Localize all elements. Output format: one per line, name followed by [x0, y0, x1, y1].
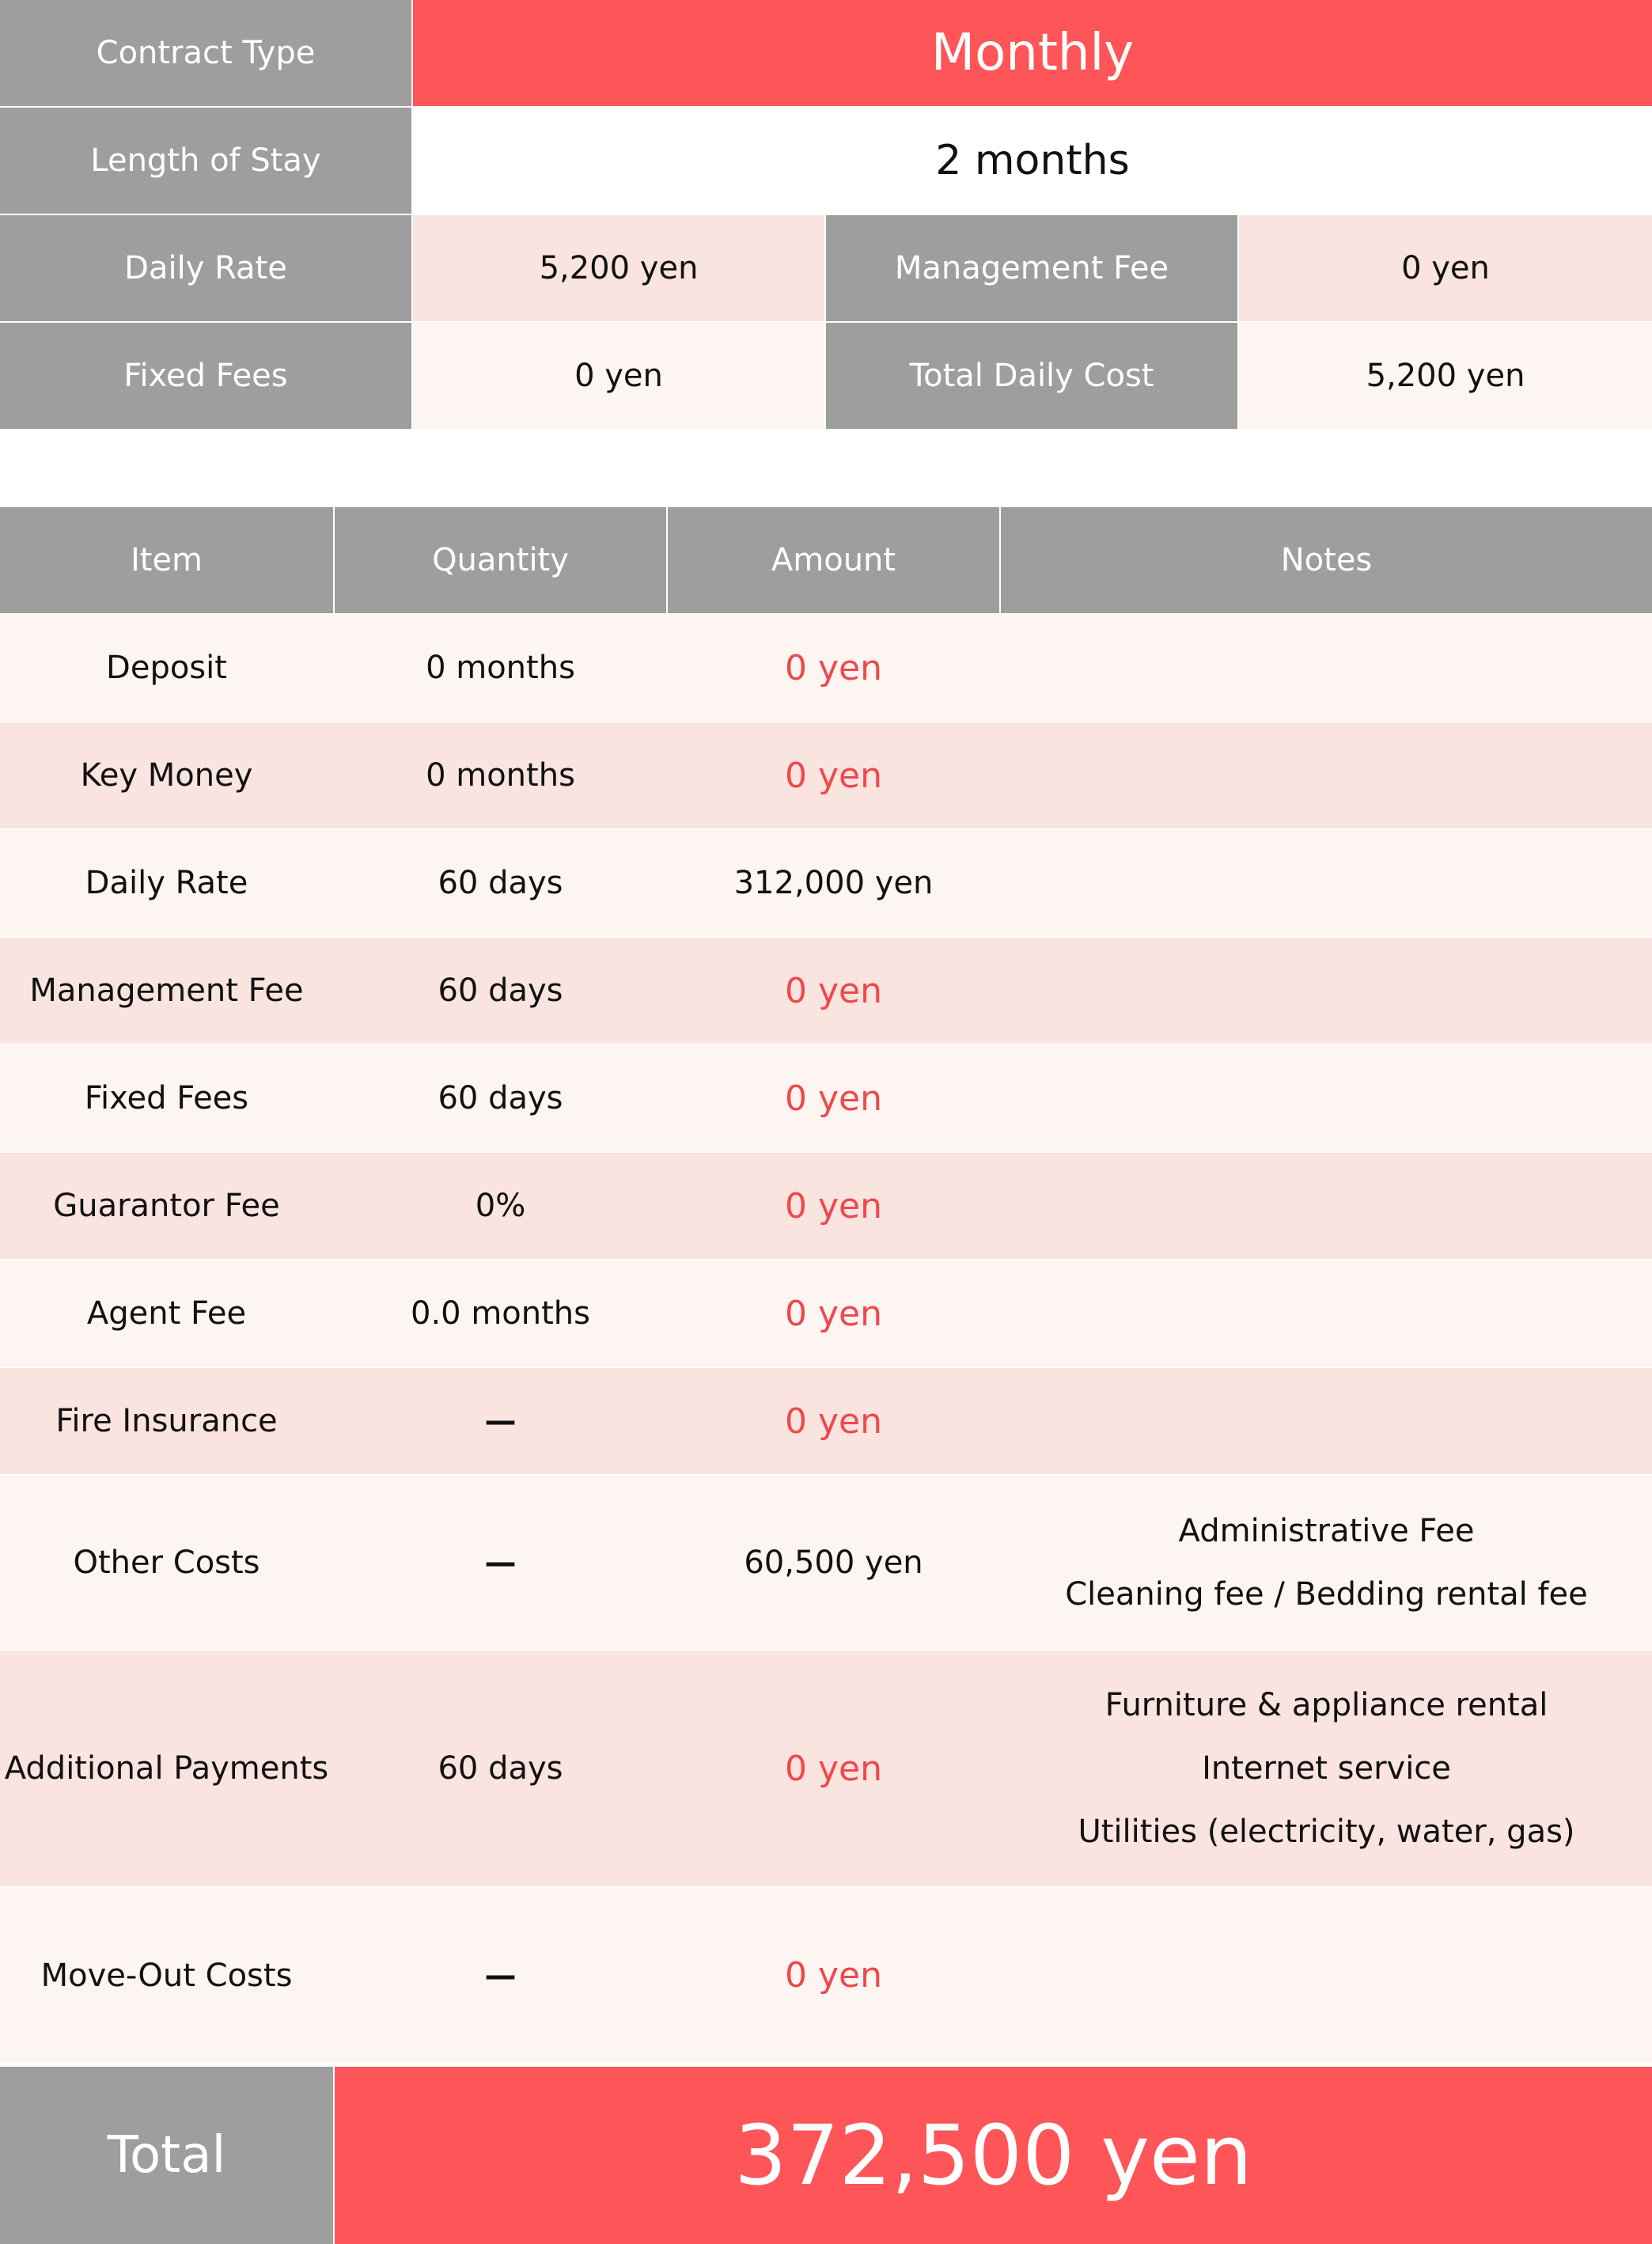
- fixed-fees-label: Fixed Fees: [0, 323, 411, 429]
- summary-row-rates: [0, 215, 1652, 321]
- item-cell: Management Fee: [0, 938, 333, 1044]
- note-line: Administrative Fee: [1178, 1512, 1475, 1549]
- quantity-cell: 60 days: [335, 1045, 666, 1151]
- amount-cell: 60,500 yen: [668, 1476, 999, 1649]
- item-cell: Move-Out Costs: [0, 1888, 333, 2063]
- table-row: [0, 1260, 1652, 1366]
- notes-cell: [1001, 938, 1652, 1044]
- summary-table: [0, 0, 1652, 430]
- total-daily-cost-label: Total Daily Cost: [826, 323, 1237, 429]
- note-line: Internet service: [1202, 1750, 1451, 1787]
- total-label: Total: [0, 2067, 333, 2244]
- column-header-amount: Amount: [668, 507, 999, 613]
- amount-cell: 0 yen: [668, 1368, 999, 1474]
- table-row: [0, 615, 1652, 721]
- amount-cell: 0 yen: [668, 1153, 999, 1259]
- management-fee-label: Management Fee: [826, 215, 1237, 321]
- table-row: [0, 1153, 1652, 1259]
- item-cell: Other Costs: [0, 1476, 333, 1649]
- contract-type-value: Monthly: [413, 0, 1652, 106]
- quantity-cell: —: [335, 1888, 666, 2063]
- quantity-cell: 0.0 months: [335, 1260, 666, 1366]
- item-cell: Fixed Fees: [0, 1045, 333, 1151]
- contract-type-label: Contract Type: [0, 0, 411, 106]
- item-cell: Agent Fee: [0, 1260, 333, 1366]
- column-header-quantity: Quantity: [335, 507, 666, 613]
- notes-cell: [1001, 1651, 1652, 1886]
- column-header-item: Item: [0, 507, 333, 613]
- table-row: [0, 1368, 1652, 1474]
- item-cell: Guarantor Fee: [0, 1153, 333, 1259]
- item-cell: Daily Rate: [0, 830, 333, 936]
- amount-cell: 0 yen: [668, 1260, 999, 1366]
- item-cell: Fire Insurance: [0, 1368, 333, 1474]
- length-of-stay-label: Length of Stay: [0, 108, 411, 214]
- notes-cell: [1001, 1888, 1652, 2063]
- summary-row-fees: [0, 323, 1652, 429]
- quantity-cell: 60 days: [335, 1651, 666, 1886]
- daily-rate-label: Daily Rate: [0, 215, 411, 321]
- daily-rate-value: 5,200 yen: [413, 215, 824, 321]
- table-row: [0, 722, 1652, 828]
- quantity-cell: 0%: [335, 1153, 666, 1259]
- amount-cell: 0 yen: [668, 722, 999, 828]
- quantity-cell: 0 months: [335, 615, 666, 721]
- item-cell: Deposit: [0, 615, 333, 721]
- notes-cell: [1001, 1260, 1652, 1366]
- notes-cell: [1001, 830, 1652, 936]
- notes-cell: [1001, 1045, 1652, 1151]
- quantity-cell: 60 days: [335, 830, 666, 936]
- length-of-stay-value: 2 months: [413, 108, 1652, 214]
- total-row: [0, 2067, 1652, 2244]
- total-value: 372,500 yen: [335, 2067, 1652, 2244]
- fixed-fees-value: 0 yen: [413, 323, 824, 429]
- total-daily-cost-value: 5,200 yen: [1239, 323, 1652, 429]
- column-header-notes: Notes: [1001, 507, 1652, 613]
- management-fee-value: 0 yen: [1239, 215, 1652, 321]
- notes-cell: [1001, 1368, 1652, 1474]
- amount-cell: 0 yen: [668, 1651, 999, 1886]
- summary-row-contract: [0, 0, 1652, 106]
- amount-cell: 0 yen: [668, 1045, 999, 1151]
- table-row: [0, 938, 1652, 1044]
- table-header-row: [0, 507, 1652, 613]
- notes-cell: [1001, 1153, 1652, 1259]
- notes-cell: [1001, 1476, 1652, 1649]
- summary-row-length: [0, 108, 1652, 214]
- note-line: Cleaning fee / Bedding rental fee: [1065, 1575, 1588, 1613]
- item-cell: Key Money: [0, 722, 333, 828]
- table-row: [0, 1476, 1652, 1649]
- note-line: Furniture & appliance rental: [1104, 1687, 1548, 1723]
- table-row: [0, 1888, 1652, 2063]
- notes-cell: [1001, 615, 1652, 721]
- table-row: [0, 1045, 1652, 1151]
- quantity-cell: —: [335, 1476, 666, 1649]
- quantity-cell: 60 days: [335, 938, 666, 1044]
- note-line: Utilities (electricity, water, gas): [1078, 1814, 1575, 1850]
- detail-table: [0, 507, 1652, 2064]
- table-row: [0, 1651, 1652, 1886]
- amount-cell: 0 yen: [668, 938, 999, 1044]
- amount-cell: 0 yen: [668, 615, 999, 721]
- table-row: [0, 830, 1652, 936]
- amount-cell: 0 yen: [668, 1888, 999, 2063]
- notes-cell: [1001, 722, 1652, 828]
- item-cell: Additional Payments: [0, 1651, 333, 1886]
- quantity-cell: —: [335, 1368, 666, 1474]
- quantity-cell: 0 months: [335, 722, 666, 828]
- amount-cell: 312,000 yen: [668, 830, 999, 936]
